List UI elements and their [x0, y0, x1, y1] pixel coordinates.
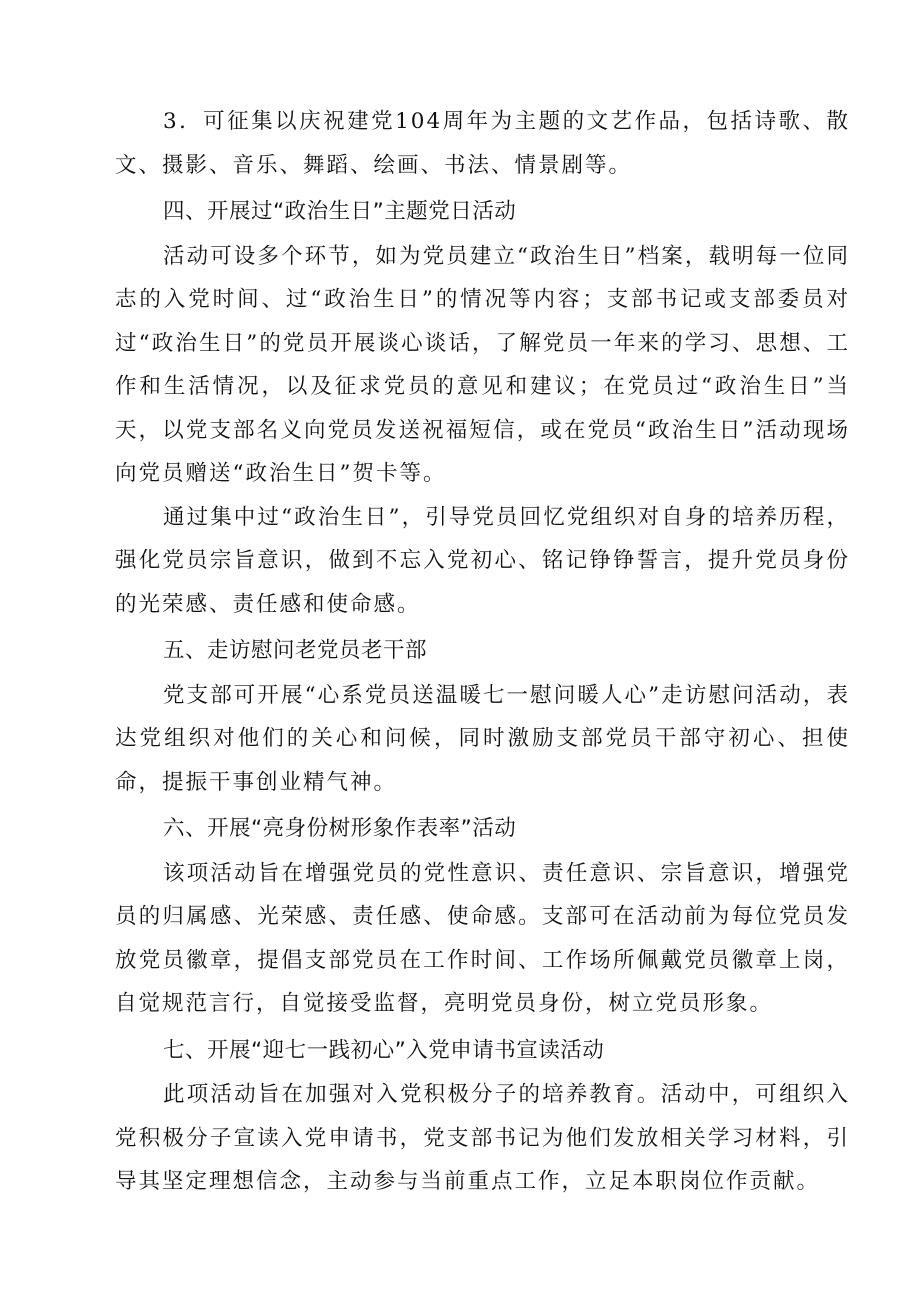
- section-7-paragraph-1: 此项活动旨在加强对入党积极分子的培养教育。活动中，可组织入党积极分子宣读入党申请书，党支部书记为他们发放相关学习材料，引导其坚定理想信念，主动参与当前重点工作，立足本职岗位作贡献。: [115, 1082, 850, 1194]
- section-7-heading: 七、开展“迎七一践初心”入党申请书宣读活动: [163, 1037, 605, 1063]
- section-5-heading: 五、走访慰问老党员老干部: [163, 638, 428, 663]
- section-6-paragraph-1: 该项活动旨在增强党员的党性意识、责任意识、宗旨意识，增强党员的归属感、光荣感、责任感、使命感。支部可在活动前为每位党员发放党员徽章，提倡支部党员在工作时间、工作场所佩戴党员徽章上岗，自觉规范言行，自觉接受监督，亮明党员身份，树立党员形象。: [115, 860, 850, 1016]
- section-5-paragraph-1: 党支部可开展“心系党员送温暖七一慰问暖人心”走访慰问活动，表达党组织对他们的关心和问候，同时激励支部党员干部守初心、担使命，提振干事创业精气神。: [115, 682, 850, 795]
- section-4-heading: 四、开展过“政治生日”主题党日活动: [163, 199, 517, 224]
- section-4-paragraph-1: 活动可设多个环节，如为党员建立“政治生日”档案，载明每一位同志的入党时间、过“政治生日”的情况等内容；支部书记或支部委员对过“政治生日”的党员开展谈心谈话，了解党员一年来的学习、思想、工作和生活情况，以及征求党员的意见和建议；在党员过“政治生日”当天，以党支部名义向党员发送祝福短信，或在党员“政治生日”活动现场向党员赠送“政治生日”贺卡等。: [115, 243, 850, 486]
- section-6-heading: 六、开展“亮身份树形象作表率”活动: [163, 816, 517, 841]
- document-page: [115, 100, 850, 1204]
- section-4-paragraph-2: 通过集中过“政治生日”，引导党员回忆党组织对自身的培养历程，强化党员宗旨意识，做到不忘入党初心、铭记铮铮誓言，提升党员身份的光荣感、责任感和使命感。: [115, 504, 850, 617]
- item-3-paragraph: 3．可征集以庆祝建党104周年为主题的文艺作品，包括诗歌、散文、摄影、音乐、舞蹈、绘画、书法、情景剧等。: [115, 109, 850, 178]
